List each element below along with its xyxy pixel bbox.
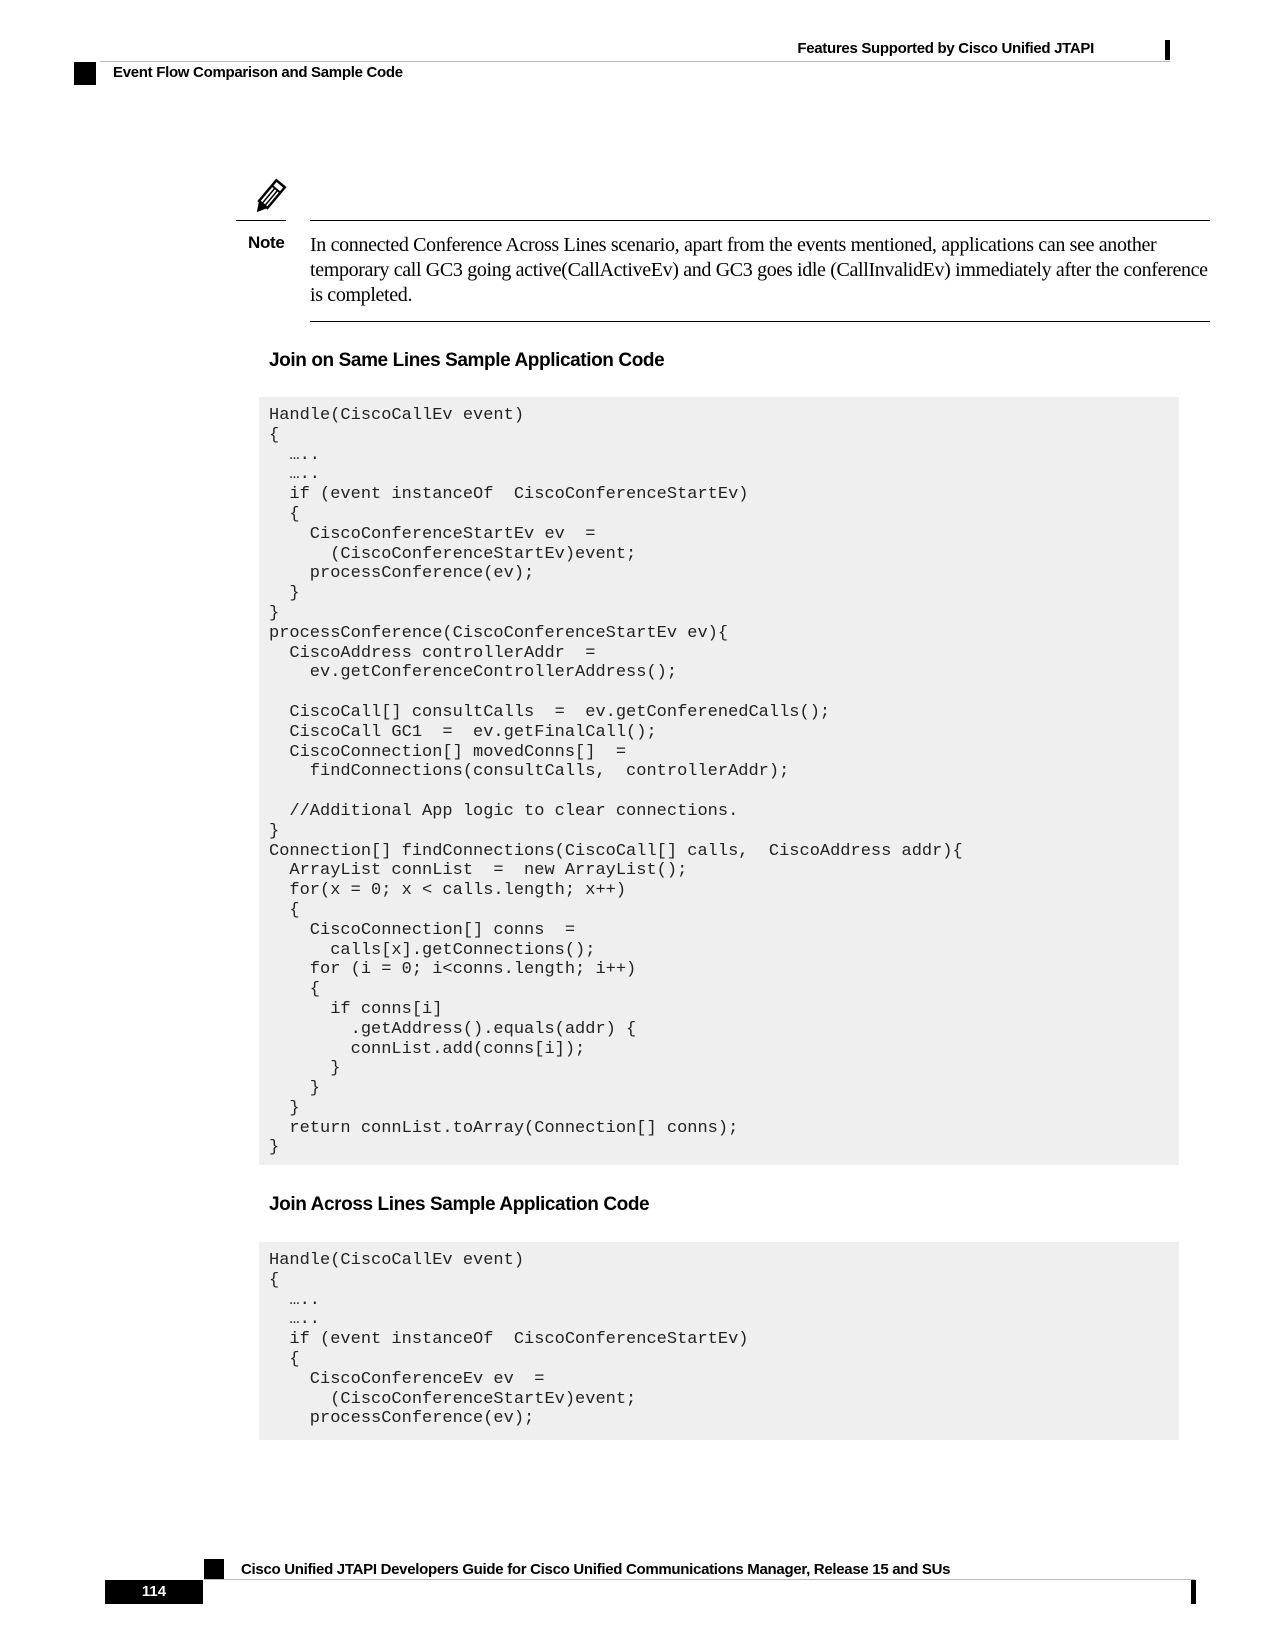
- header-right-marker: [1165, 40, 1170, 60]
- code-line: for (i = 0; i<conns.length; i++): [269, 960, 637, 980]
- code-line: for(x = 0; x < calls.length; x++): [269, 881, 627, 901]
- code-line: CiscoConferenceEv ev =: [269, 1369, 545, 1389]
- code-line: }: [269, 1098, 300, 1118]
- code-line: ArrayList connList = new ArrayList();: [269, 861, 688, 881]
- running-header-chapter-title: Features Supported by Cisco Unified JTAPI: [797, 40, 1094, 57]
- code-line: CiscoConnection[] conns =: [269, 920, 576, 940]
- note-icon-underline: [236, 220, 286, 221]
- header-divider: [100, 61, 1170, 62]
- note-top-rule: [310, 220, 1210, 221]
- code-line: {: [269, 900, 300, 920]
- code-line: Handle(CiscoCallEv event): [269, 406, 525, 425]
- code-line: findConnections(consultCalls, controllerAddr);: [269, 762, 790, 782]
- code-line: }: [269, 1079, 321, 1099]
- code-line: }: [269, 1059, 341, 1079]
- code-block-join-across-lines: [259, 1242, 1179, 1440]
- code-line: if (event instanceOf CiscoConferenceStartEv): [269, 485, 749, 505]
- code-line: .getAddress().equals(addr) {: [269, 1019, 637, 1039]
- footer-divider: [204, 1579, 1195, 1580]
- code-line: …..: [269, 1310, 321, 1330]
- code-line: ev.getConferenceControllerAddress();: [269, 663, 678, 683]
- code-line: [269, 683, 1179, 703]
- code-line: CiscoAddress controllerAddr =: [269, 643, 596, 663]
- section-title-join-across-lines: Join Across Lines Sample Application Code: [269, 1194, 650, 1215]
- code-line: }: [269, 603, 280, 623]
- code-line: processConference(CiscoConferenceStartEv ev){: [269, 623, 729, 643]
- code-line: …..: [269, 465, 321, 485]
- page-number: 114: [105, 1580, 203, 1604]
- code-line: {: [269, 504, 300, 524]
- code-block-join-same-lines: [259, 397, 1179, 1165]
- code-line: (CiscoConferenceStartEv)event;: [269, 544, 637, 564]
- code-line: CiscoConnection[] movedConns[] =: [269, 742, 627, 762]
- code-line: CiscoConferenceStartEv ev =: [269, 524, 596, 544]
- header-left-marker: [74, 62, 96, 85]
- code-line: }: [269, 584, 300, 604]
- footer-guide-title: Cisco Unified JTAPI Developers Guide for Cisco Unified Communications Manager, Release 15 and SUs: [241, 1561, 951, 1578]
- code-line: processConference(ev);: [269, 1409, 535, 1429]
- code-line: {: [269, 1349, 300, 1369]
- code-line: {: [269, 425, 280, 445]
- code-line: connList.add(conns[i]);: [269, 1039, 586, 1059]
- code-line: {: [269, 980, 321, 1000]
- note-bottom-rule: [310, 321, 1210, 322]
- code-line: //Additional App logic to clear connections.: [269, 801, 739, 821]
- code-line: processConference(ev);: [269, 564, 535, 584]
- code-line: return connList.toArray(Connection[] conns);: [269, 1118, 739, 1138]
- note-text: In connected Conference Across Lines scenario, apart from the events mentioned, applications can see another temporary call GC3 going active(CallActiveEv) and GC3 goes idle (CallInvalidEv) immediately after the conference is completed.: [310, 234, 1208, 306]
- code-line: (CiscoConferenceStartEv)event;: [269, 1389, 637, 1409]
- footer-right-marker: [1191, 1580, 1196, 1604]
- code-line: [269, 782, 1179, 802]
- code-line: …..: [269, 1290, 321, 1310]
- code-line: CiscoCall[] consultCalls = ev.getConferenedCalls();: [269, 702, 831, 722]
- code-line: if conns[i]: [269, 999, 443, 1019]
- code-line: if (event instanceOf CiscoConferenceStartEv): [269, 1330, 749, 1350]
- code-line: …..: [269, 445, 321, 465]
- code-line: calls[x].getConnections();: [269, 940, 596, 960]
- code-line: Connection[] findConnections(CiscoCall[] calls, CiscoAddress addr){: [269, 841, 963, 861]
- code-line: }: [269, 821, 280, 841]
- footer-marker: [204, 1559, 224, 1579]
- running-header-section-title: Event Flow Comparison and Sample Code: [113, 64, 403, 81]
- note-label: Note: [248, 233, 285, 252]
- code-line: {: [269, 1270, 280, 1290]
- pencil-icon: [248, 178, 288, 218]
- section-title-join-same-lines: Join on Same Lines Sample Application Code: [269, 350, 665, 371]
- code-line: }: [269, 1138, 280, 1158]
- code-line: CiscoCall GC1 = ev.getFinalCall();: [269, 722, 657, 742]
- code-line: Handle(CiscoCallEv event): [269, 1251, 525, 1270]
